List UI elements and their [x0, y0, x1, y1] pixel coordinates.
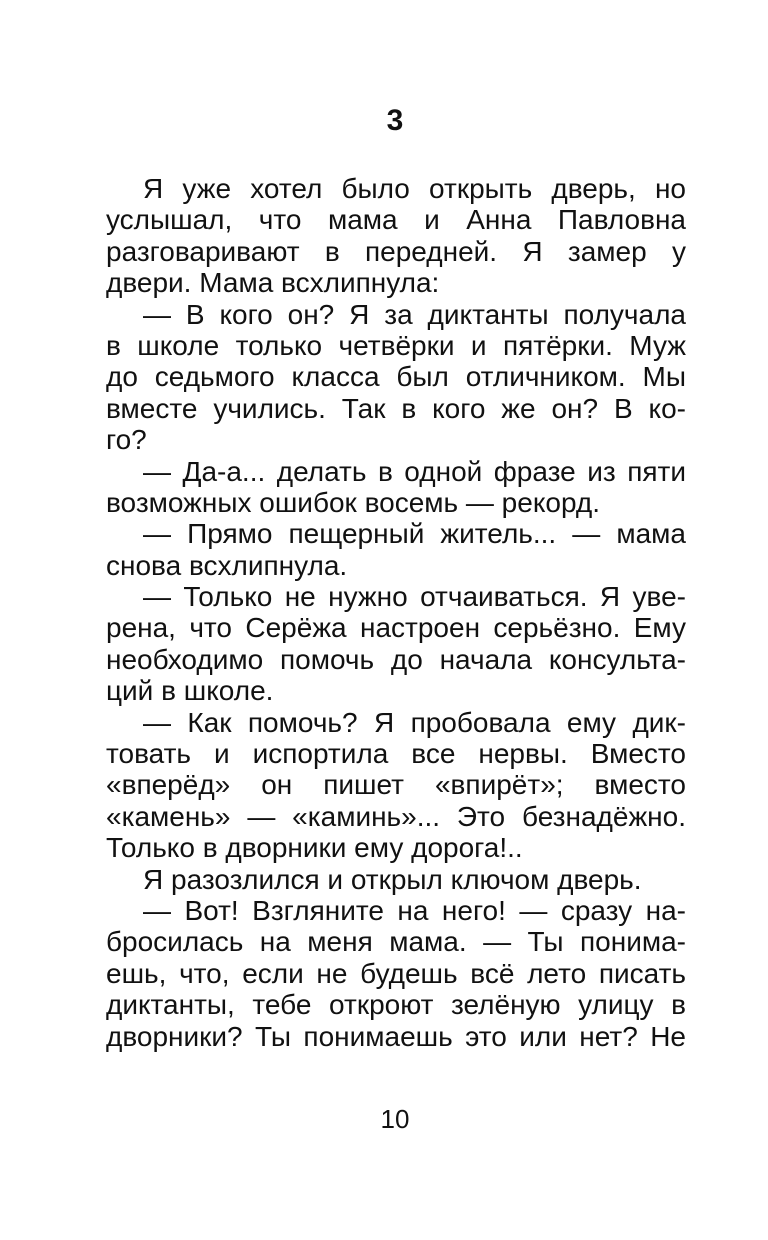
- text-line: Я разозлился и открыл ключом дверь.: [143, 863, 642, 895]
- text-line: до седьмого класса был отличником. Мы: [106, 361, 686, 393]
- text-line: диктанты, тебе откроют зелёную улицу в: [106, 989, 686, 1021]
- text-line: — Да-а... делать в одной фразе из пяти: [143, 455, 686, 487]
- text-line: разговаривают в передней. Я замер у: [106, 235, 686, 267]
- text-line: услышал, что мама и Анна Павловна: [106, 204, 686, 236]
- text-line: бросилась на меня мама. — Ты понима-: [106, 926, 686, 958]
- text-line: возможных ошибок восемь — рекорд.: [106, 486, 601, 518]
- text-line: — Только не нужно отчаиваться. Я уве-: [143, 581, 686, 613]
- page-number: 10: [380, 1104, 410, 1134]
- text-line: го?: [106, 424, 147, 456]
- text-line: — В кого он? Я за диктанты получала: [143, 298, 686, 330]
- text-line: — Вот! Взгляните на него! — сразу на-: [143, 894, 686, 926]
- body-text: [106, 173, 686, 1052]
- chapter-number: 3: [386, 104, 404, 137]
- text-line: «камень» — «каминь»... Это безнадёжно.: [106, 800, 686, 832]
- text-line: товать и испортила все нервы. Вместо: [106, 738, 686, 770]
- text-line: необходимо помочь до начала консульта-: [106, 643, 686, 675]
- text-line: двери. Мама всхлипнула:: [106, 267, 440, 299]
- text-line: снова всхлипнула.: [106, 549, 348, 581]
- text-line: рена, что Серёжа настроен серьёзно. Ему: [106, 612, 686, 644]
- text-line: «вперёд» он пишет «впирёт»; вместо: [106, 769, 686, 801]
- text-line: Я уже хотел было открыть дверь, но: [143, 173, 686, 204]
- text-line: дворники? Ты понимаешь это или нет? Не: [106, 1020, 686, 1052]
- text-line: — Прямо пещерный житель... — мама: [143, 518, 686, 550]
- text-line: ций в школе.: [106, 675, 274, 707]
- text-line: в школе только четвёрки и пятёрки. Муж: [106, 329, 686, 361]
- text-line: — Как помочь? Я пробовала ему дик-: [143, 706, 686, 738]
- text-line: ешь, что, если не будешь всё лето писать: [106, 957, 686, 989]
- text-line: вместе учились. Так в кого же он? В ко-: [106, 392, 686, 424]
- text-line: Только в дворники ему дорога!..: [106, 832, 523, 864]
